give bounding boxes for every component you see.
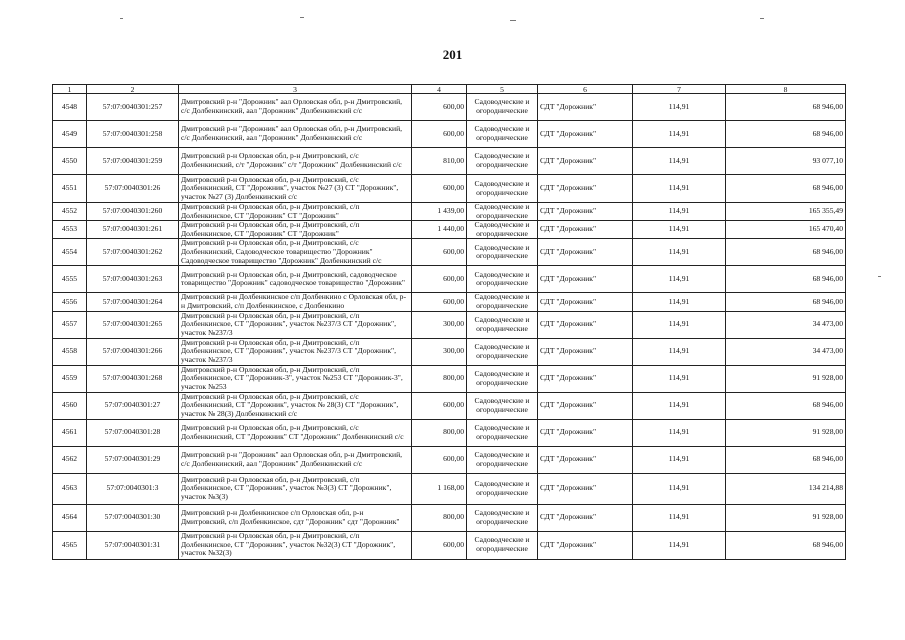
cell-address: Дмитровский р-н Орловская обл, р-н Дмитровский, с/п Долбенкинское, СТ "Дорожник", участок №237/3 СТ "Дорожник", участок №237/3 (179, 338, 412, 365)
scan-speck (300, 17, 304, 18)
cell-cadastral-number: 57:07:0040301:260 (87, 203, 179, 221)
cell-cadastral-number: 57:07:0040301:259 (87, 148, 179, 175)
column-header: 2 (87, 85, 179, 94)
cell-cadastral-value: 93 077,10 (726, 148, 846, 175)
cell-owner: СДТ "Дорожник" (538, 419, 633, 446)
cell-area: 300,00 (412, 311, 467, 338)
cell-address: Дмитровский р-н "Дорожник" аал Орловская обл, р-н Дмитровский, с/с Долбенкинский, аал "Дорожник" Долбенкинский с/с (179, 446, 412, 473)
cell-area: 810,00 (412, 148, 467, 175)
cell-owner: СДТ "Дорожник" (538, 293, 633, 311)
cell-row-number: 4556 (53, 293, 87, 311)
column-header: 6 (538, 85, 633, 94)
table-row (53, 148, 846, 175)
cell-unit-price: 114,91 (633, 203, 726, 221)
table-row (53, 203, 846, 221)
cell-row-number: 4551 (53, 175, 87, 203)
cell-land-use: Садоводческие и огороднические (467, 446, 538, 473)
cell-unit-price: 114,91 (633, 94, 726, 121)
cell-unit-price: 114,91 (633, 365, 726, 392)
cell-area: 600,00 (412, 94, 467, 121)
cell-cadastral-number: 57:07:0040301:258 (87, 121, 179, 148)
cell-land-use: Садоводческие и огороднические (467, 293, 538, 311)
cell-row-number: 4549 (53, 121, 87, 148)
cell-area: 600,00 (412, 293, 467, 311)
cell-row-number: 4564 (53, 504, 87, 531)
cell-cadastral-value: 91 928,00 (726, 419, 846, 446)
cell-row-number: 4563 (53, 473, 87, 504)
column-header: 8 (726, 85, 846, 94)
cell-unit-price: 114,91 (633, 148, 726, 175)
cell-cadastral-value: 68 946,00 (726, 266, 846, 293)
table-row (53, 419, 846, 446)
cell-cadastral-number: 57:07:0040301:28 (87, 419, 179, 446)
cell-land-use: Садоводческие и огороднические (467, 121, 538, 148)
column-header: 5 (467, 85, 538, 94)
cell-unit-price: 114,91 (633, 239, 726, 266)
table-body (53, 94, 846, 560)
cell-address: Дмитровский р-н Орловская обл, р-н Дмитровский, с/п Долбенкинское, СТ "Дорожник" СТ "Дорожник" (179, 221, 412, 239)
cell-cadastral-value: 165 355,49 (726, 203, 846, 221)
table-row (53, 365, 846, 392)
cell-cadastral-number: 57:07:0040301:265 (87, 311, 179, 338)
cell-land-use: Садоводческие и огороднические (467, 531, 538, 559)
cell-row-number: 4559 (53, 365, 87, 392)
cell-owner: СДТ "Дорожник" (538, 148, 633, 175)
cell-owner: СДТ "Дорожник" (538, 239, 633, 266)
cell-address: Дмитровский р-н Орловская обл, р-н Дмитровский, садоводческое товарищество "Дорожник" садоводческое товарищество "Дорожник" (179, 266, 412, 293)
cell-cadastral-number: 57:07:0040301:31 (87, 531, 179, 559)
cell-address: Дмитровский р-н "Дорожник" аал Орловская обл, р-н Дмитровский, с/с Долбенкинский, аал "Дорожник" Долбенкинский с/с (179, 94, 412, 121)
cell-cadastral-number: 57:07:0040301:257 (87, 94, 179, 121)
cell-land-use: Садоводческие и огороднические (467, 419, 538, 446)
cell-unit-price: 114,91 (633, 531, 726, 559)
cell-unit-price: 114,91 (633, 293, 726, 311)
cell-cadastral-number: 57:07:0040301:264 (87, 293, 179, 311)
cell-area: 600,00 (412, 239, 467, 266)
cell-area: 600,00 (412, 266, 467, 293)
cell-area: 600,00 (412, 392, 467, 419)
scan-speck (878, 276, 881, 277)
cell-cadastral-value: 68 946,00 (726, 392, 846, 419)
cell-owner: СДТ "Дорожник" (538, 266, 633, 293)
cell-owner: СДТ "Дорожник" (538, 504, 633, 531)
column-header: 1 (53, 85, 87, 94)
cell-cadastral-number: 57:07:0040301:30 (87, 504, 179, 531)
cell-owner: СДТ "Дорожник" (538, 531, 633, 559)
table-row (53, 221, 846, 239)
cell-cadastral-value: 68 946,00 (726, 121, 846, 148)
cell-unit-price: 114,91 (633, 311, 726, 338)
cell-row-number: 4565 (53, 531, 87, 559)
cell-cadastral-number: 57:07:0040301:27 (87, 392, 179, 419)
cell-owner: СДТ "Дорожник" (538, 392, 633, 419)
cell-cadastral-value: 68 946,00 (726, 94, 846, 121)
cell-row-number: 4561 (53, 419, 87, 446)
cell-row-number: 4557 (53, 311, 87, 338)
cell-area: 600,00 (412, 446, 467, 473)
cell-row-number: 4562 (53, 446, 87, 473)
cell-area: 300,00 (412, 338, 467, 365)
column-header: 7 (633, 85, 726, 94)
cell-unit-price: 114,91 (633, 419, 726, 446)
cell-cadastral-number: 57:07:0040301:261 (87, 221, 179, 239)
table-row (53, 239, 846, 266)
cell-row-number: 4552 (53, 203, 87, 221)
cell-owner: СДТ "Дорожник" (538, 473, 633, 504)
cell-owner: СДТ "Дорожник" (538, 221, 633, 239)
cell-row-number: 4548 (53, 94, 87, 121)
cell-address: Дмитровский р-н Долбенкинское с/п Долбенкино с Орловская обл, р-н Дмитровский, с/п Долбенкинское, с Долбенкино (179, 293, 412, 311)
cell-row-number: 4550 (53, 148, 87, 175)
cell-owner: СДТ "Дорожник" (538, 365, 633, 392)
column-header: 3 (179, 85, 412, 94)
cell-cadastral-number: 57:07:0040301:262 (87, 239, 179, 266)
table-row (53, 293, 846, 311)
table-row (53, 175, 846, 203)
cell-area: 800,00 (412, 365, 467, 392)
column-header: 4 (412, 85, 467, 94)
cell-land-use: Садоводческие и огороднические (467, 311, 538, 338)
cell-cadastral-number: 57:07:0040301:266 (87, 338, 179, 365)
cell-unit-price: 114,91 (633, 221, 726, 239)
cell-cadastral-value: 68 946,00 (726, 175, 846, 203)
scan-speck (510, 20, 516, 21)
cell-unit-price: 114,91 (633, 504, 726, 531)
cell-address: Дмитровский р-н Орловская обл, р-н Дмитровский, с/п Долбенкинское, СТ "Дорожник" СТ "Дорожник" (179, 203, 412, 221)
scan-speck (760, 18, 764, 19)
cell-address: Дмитровский р-н Орловская обл, р-н Дмитровский, с/п Долбенкинское, СТ "Дорожник-3", участок №253 СТ "Дорожник-3", участок №253 (179, 365, 412, 392)
table-row (53, 338, 846, 365)
cell-cadastral-value: 68 946,00 (726, 446, 846, 473)
cell-land-use: Садоводческие и огороднические (467, 239, 538, 266)
cell-owner: СДТ "Дорожник" (538, 175, 633, 203)
cell-cadastral-number: 57:07:0040301:26 (87, 175, 179, 203)
cell-owner: СДТ "Дорожник" (538, 338, 633, 365)
cell-address: Дмитровский р-н Орловская обл, р-н Дмитровский, с/п Долбенкинское, СТ "Дорожник", участок №237/3 СТ "Дорожник", участок №237/3 (179, 311, 412, 338)
cell-land-use: Садоводческие и огороднические (467, 266, 538, 293)
cell-land-use: Садоводческие и огороднические (467, 148, 538, 175)
cell-address: Дмитровский р-н Орловская обл, р-н Дмитровский, с/с Долбенкинский, с/т "Дорожник" с/т "Дорожник" Долбенкинский с/с (179, 148, 412, 175)
cell-address: Дмитровский р-н "Дорожник" аал Орловская обл, р-н Дмитровский, с/с Долбенкинский, аал "Дорожник" Долбенкинский с/с (179, 121, 412, 148)
cell-owner: СДТ "Дорожник" (538, 446, 633, 473)
column-number-row (53, 85, 846, 94)
table-row (53, 473, 846, 504)
cell-cadastral-value: 68 946,00 (726, 293, 846, 311)
cell-area: 1 440,00 (412, 221, 467, 239)
cell-unit-price: 114,91 (633, 392, 726, 419)
cell-cadastral-number: 57:07:0040301:263 (87, 266, 179, 293)
cell-cadastral-value: 68 946,00 (726, 239, 846, 266)
cell-unit-price: 114,91 (633, 175, 726, 203)
table-row (53, 311, 846, 338)
cell-cadastral-number: 57:07:0040301:29 (87, 446, 179, 473)
table-row (53, 392, 846, 419)
cell-land-use: Садоводческие и огороднические (467, 392, 538, 419)
table-row (53, 446, 846, 473)
cell-land-use: Садоводческие и огороднические (467, 473, 538, 504)
cell-area: 1 439,00 (412, 203, 467, 221)
cell-cadastral-value: 91 928,00 (726, 504, 846, 531)
cell-row-number: 4560 (53, 392, 87, 419)
table-row (53, 121, 846, 148)
cell-area: 600,00 (412, 531, 467, 559)
page-number: 201 (442, 47, 463, 62)
cell-cadastral-value: 165 470,40 (726, 221, 846, 239)
cell-cadastral-number: 57:07:0040301:3 (87, 473, 179, 504)
cell-cadastral-value: 68 946,00 (726, 531, 846, 559)
cell-area: 800,00 (412, 419, 467, 446)
cell-area: 600,00 (412, 175, 467, 203)
cell-owner: СДТ "Дорожник" (538, 94, 633, 121)
cell-row-number: 4555 (53, 266, 87, 293)
cell-cadastral-number: 57:07:0040301:268 (87, 365, 179, 392)
table-row (53, 504, 846, 531)
cell-owner: СДТ "Дорожник" (538, 121, 633, 148)
cell-unit-price: 114,91 (633, 121, 726, 148)
cell-area: 800,00 (412, 504, 467, 531)
table-row (53, 266, 846, 293)
cell-address: Дмитровский р-н Орловская обл, р-н Дмитровский, с/с Долбенкинский, Садоводческое товарищество "Дорожник" Садоводческое товарищество "Дорожник" Долбенкинский с/с (179, 239, 412, 266)
cell-land-use: Садоводческие и огороднические (467, 203, 538, 221)
cell-address: Дмитровский р-н Долбенкинское с/п Орловская обл, р-н Дмитровский, с/п Долбенкинское, сдт "Дорожник" сдт "Дорожник" (179, 504, 412, 531)
cell-address: Дмитровский р-н Орловская обл, р-н Дмитровский, с/п Долбенкинское, СТ "Дорожник", участок №32(3) СТ "Дорожник", участок №32(3) (179, 531, 412, 559)
cell-unit-price: 114,91 (633, 446, 726, 473)
cell-unit-price: 114,91 (633, 266, 726, 293)
cell-cadastral-value: 34 473,00 (726, 338, 846, 365)
cell-address: Дмитровский р-н Орловская обл, р-н Дмитровский, с/с Долбенкинский, СТ "Дорожник", участок №27 (3) СТ "Дорожник", участок №27 (3) Долбенкинский с/с (179, 175, 412, 203)
cell-unit-price: 114,91 (633, 473, 726, 504)
cell-address: Дмитровский р-н Орловская обл, р-н Дмитровский, с/с Долбенкинский, СТ "Дорожник" СТ "Дорожник" Долбенкинский с/с (179, 419, 412, 446)
cell-land-use: Садоводческие и огороднические (467, 365, 538, 392)
cell-address: Дмитровский р-н Орловская обл, р-н Дмитровский, с/с Долбенкинский, СТ "Дорожник", участок № 28(3) СТ "Дорожник", участок № 28(3) Долбенкинский с/с (179, 392, 412, 419)
table-row (53, 94, 846, 121)
cell-row-number: 4553 (53, 221, 87, 239)
cell-land-use: Садоводческие и огороднические (467, 504, 538, 531)
cell-row-number: 4558 (53, 338, 87, 365)
land-registry-table (52, 84, 846, 560)
cell-owner: СДТ "Дорожник" (538, 311, 633, 338)
cell-cadastral-value: 34 473,00 (726, 311, 846, 338)
cell-owner: СДТ "Дорожник" (538, 203, 633, 221)
cell-unit-price: 114,91 (633, 338, 726, 365)
table-row (53, 531, 846, 559)
cell-land-use: Садоводческие и огороднические (467, 175, 538, 203)
cell-area: 1 168,00 (412, 473, 467, 504)
cell-row-number: 4554 (53, 239, 87, 266)
cell-address: Дмитровский р-н Орловская обл, р-н Дмитровский, с/п Долбенкинское, СТ "Дорожник", участок №3(3) СТ "Дорожник", участок №3(3) (179, 473, 412, 504)
scan-speck (120, 18, 123, 19)
cell-cadastral-value: 91 928,00 (726, 365, 846, 392)
cell-land-use: Садоводческие и огороднические (467, 94, 538, 121)
cell-land-use: Садоводческие и огороднические (467, 338, 538, 365)
cell-land-use: Садоводческие и огороднические (467, 221, 538, 239)
cell-area: 600,00 (412, 121, 467, 148)
cell-cadastral-value: 134 214,88 (726, 473, 846, 504)
